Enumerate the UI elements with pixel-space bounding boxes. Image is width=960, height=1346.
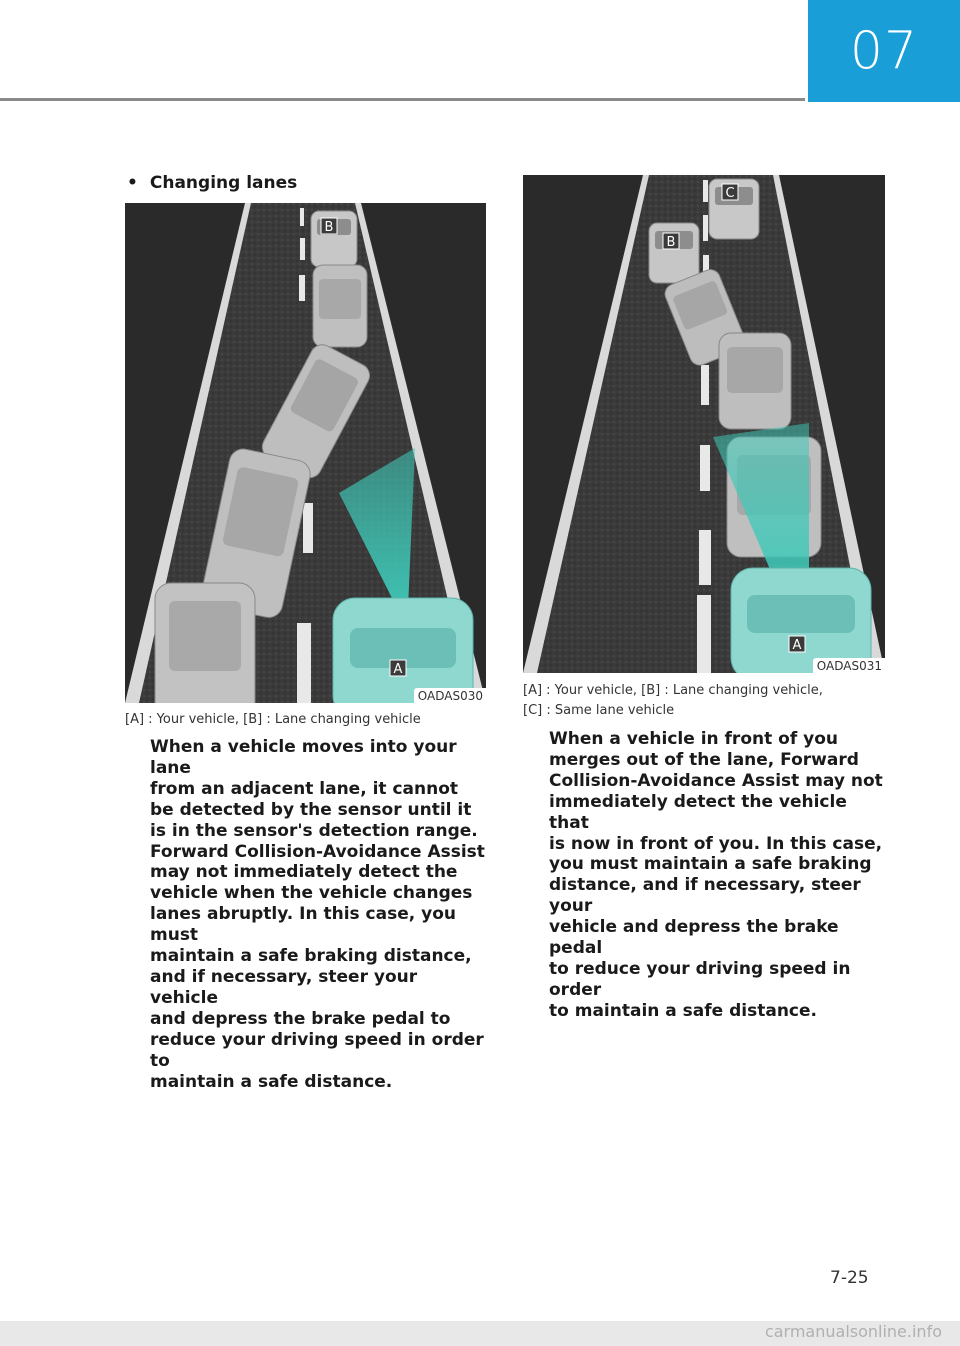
figure-1-caption: [A] : Your vehicle, [B] : Lane changing vehicle bbox=[125, 712, 421, 727]
label-b: B bbox=[666, 235, 676, 250]
figure-code: OADAS031 bbox=[813, 658, 885, 673]
figure-1-illustration bbox=[125, 203, 486, 703]
vehicle-left-lane bbox=[155, 583, 255, 703]
figure-code: OADAS030 bbox=[414, 688, 486, 703]
figure-lane-change-out bbox=[523, 175, 885, 673]
figure-lane-change-in bbox=[125, 203, 486, 703]
label-c: C bbox=[725, 186, 735, 201]
figure-2-caption-line-1: [A] : Your vehicle, [B] : Lane changing vehicle, bbox=[523, 683, 823, 698]
watermark: carmanualsonline.info bbox=[764, 1322, 942, 1341]
footer-bar bbox=[0, 1321, 960, 1346]
vehicle-same-lane-1 bbox=[719, 333, 791, 429]
header-rule bbox=[0, 98, 805, 101]
paragraph-lane-change-out: When a vehicle in front of you merges out of the lane, Forward Collision-Avoidance Assist may not immediately detect the vehicle that is now in front of you. In this case, you must maintain a safe braking distance, and if necessary, steer your vehicle and depress the brake pedal to reduce your driving speed in order to maintain a safe distance. bbox=[549, 729, 883, 1021]
bullet-icon: • bbox=[127, 173, 138, 193]
vehicle-b-far bbox=[649, 223, 699, 283]
section-title bbox=[127, 173, 297, 193]
paragraph-lane-change-in: When a vehicle moves into your lane from an adjacent lane, it cannot be detected by the sensor until it is in the sensor's detection range. Forward Collision-Avoidance Assist may not immediately detect the vehicle when the vehicle changes lanes abruptly. In this case, you must maintain a safe braking distance, and if necessary, steer your vehicle and depress the brake pedal to reduce your driving speed in order to maintain a safe distance. bbox=[150, 737, 485, 1092]
chapter-tab: 07 bbox=[808, 0, 960, 102]
figure-2-caption-line-2: [C] : Same lane vehicle bbox=[523, 703, 675, 718]
label-a: A bbox=[792, 638, 802, 653]
label-b: B bbox=[324, 220, 334, 235]
vehicle-b-front bbox=[313, 265, 367, 347]
section-title-text: Changing lanes bbox=[149, 173, 298, 193]
label-a: A bbox=[393, 662, 403, 677]
figure-2-caption bbox=[523, 681, 823, 721]
figure-2-illustration bbox=[523, 175, 885, 673]
page-number: 7-25 bbox=[830, 1268, 869, 1288]
